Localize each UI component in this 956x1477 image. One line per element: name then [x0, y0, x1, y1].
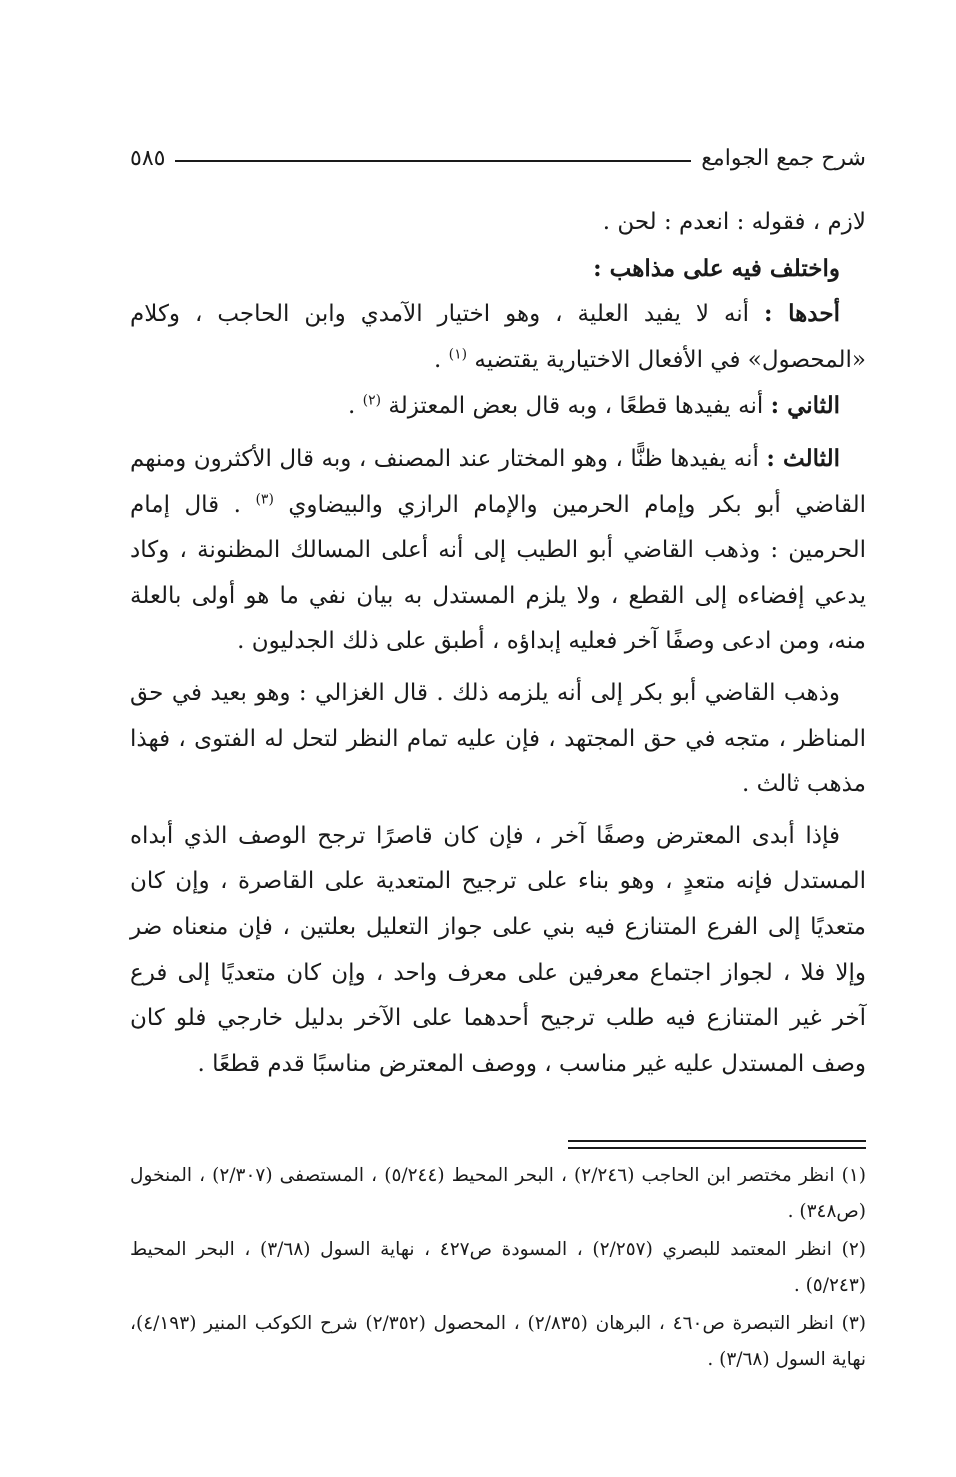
- book-title: شرح جمع الجوامع: [701, 145, 866, 171]
- header-rule: [175, 160, 691, 162]
- main-text: [130, 200, 866, 1087]
- footnotes: [130, 1158, 866, 1380]
- footnote-2: (٢) انظر المعتمد للبصري (٢/٢٥٧) ، المسودة ص٤٢٧ ، نهاية السول (٣/٦٨) ، البحر المحيط (٥/٢٤٣) .: [130, 1239, 866, 1296]
- footnote-1: (١) انظر مختصر ابن الحاجب (٢/٢٤٦) ، البحر المحيط (٥/٢٤٤) ، المستصفى (٢/٣٠٧) ، المنخول (ص٣٤٨) .: [130, 1165, 866, 1222]
- paragraph-third-view: [130, 436, 866, 665]
- paragraph-end: .: [348, 393, 363, 420]
- paragraph-text: أنه يفيدها ظنًّا ، وهو المختار عند المصنف ، وبه قال الأكثرون ومنهم القاضي أبو بكر وإمام الحرمين والإمام الرازي والبيضاوي: [130, 445, 867, 518]
- paragraph-text: أنه يفيدها قطعًا ، وبه قال بعض المعتزلة: [381, 393, 771, 420]
- section-heading: واختلف فيه على مذاهب :: [593, 254, 840, 282]
- footnote-separator: [568, 1140, 866, 1149]
- paragraph-second-view: [130, 383, 866, 430]
- page-number: ٥٨٥: [130, 145, 166, 171]
- footnote-ref[interactable]: (١): [448, 346, 468, 363]
- view-label: الثاني :: [770, 392, 840, 420]
- running-header: [130, 138, 866, 178]
- paragraph-text: أنه لا يفيد العلية ، وهو اختيار الآمدي وابن الحاجب ، وكلام «المحصول» في الأفعال الاختيارية يقتضيه: [130, 301, 866, 373]
- view-label: أحدها :: [764, 300, 840, 328]
- footnote-3: (٣) انظر التبصرة ص٤٦٠ ، البرهان (٢/٨٣٥) ، المحصول (٢/٣٥٢) شرح الكوكب المنير (٤/١٩٣)، نهاية السول (٣/٦٨) .: [130, 1313, 866, 1370]
- footnote-ref[interactable]: (٢): [362, 392, 382, 409]
- paragraph-end: .: [434, 346, 449, 373]
- paragraph-continuation: لازم ، فقوله : انعدم : لحن .: [602, 209, 866, 235]
- footnote-ref[interactable]: (٣): [255, 490, 274, 507]
- paragraph-first-view: [130, 291, 866, 383]
- view-label: الثالث :: [766, 444, 840, 472]
- paragraph-qadi-view: وذهب القاضي أبو بكر إلى أنه يلزمه ذلك . قال الغزالي : وهو بعيد في حق المناظر ، متجه في حق المجتهد ، فإن عليه تمام النظر لتحل له الفتوى ، فهذا مذهب ثالث .: [130, 679, 867, 798]
- paragraph-objector: فإذا أبدى المعترض وصفًا آخر ، فإن كان قاصرًا ترجح الوصف الذي أبداه المستدل فإنه متعدٍ ، وهو بناء على ترجيح المتعدية على القاصرة ، وإن كان متعديًا إلى الفرع المتنازع فيه بني على جواز التعليل بعلتين ، فإن منعناه ضر وإلا فلا ، لجواز اجتماع معرفين على معرف واحد ، وإن كان متعديًا إلى فرع آخر غير المتنازع فيه طلب ترجيح أحدهما على الآخر بدليل خارجي فلو كان وصف المستدل عليه غير مناسب ، ووصف المعترض مناسبًا قدم قطعًا .: [130, 822, 866, 1077]
- paragraph-end: . قال إمام الحرمين : وذهب القاضي أبو الطيب إلى أنه أعلى المسالك المظنونة ، وكاد يدعي إفضاءه إلى القطع ، ولا يلزم المستدل به بيان نفي ما هو أولى بالعلة منه، ومن ادعى وصفًا آخر فعليه إبداؤه ، أطبق على ذلك الجدليون .: [130, 491, 866, 655]
